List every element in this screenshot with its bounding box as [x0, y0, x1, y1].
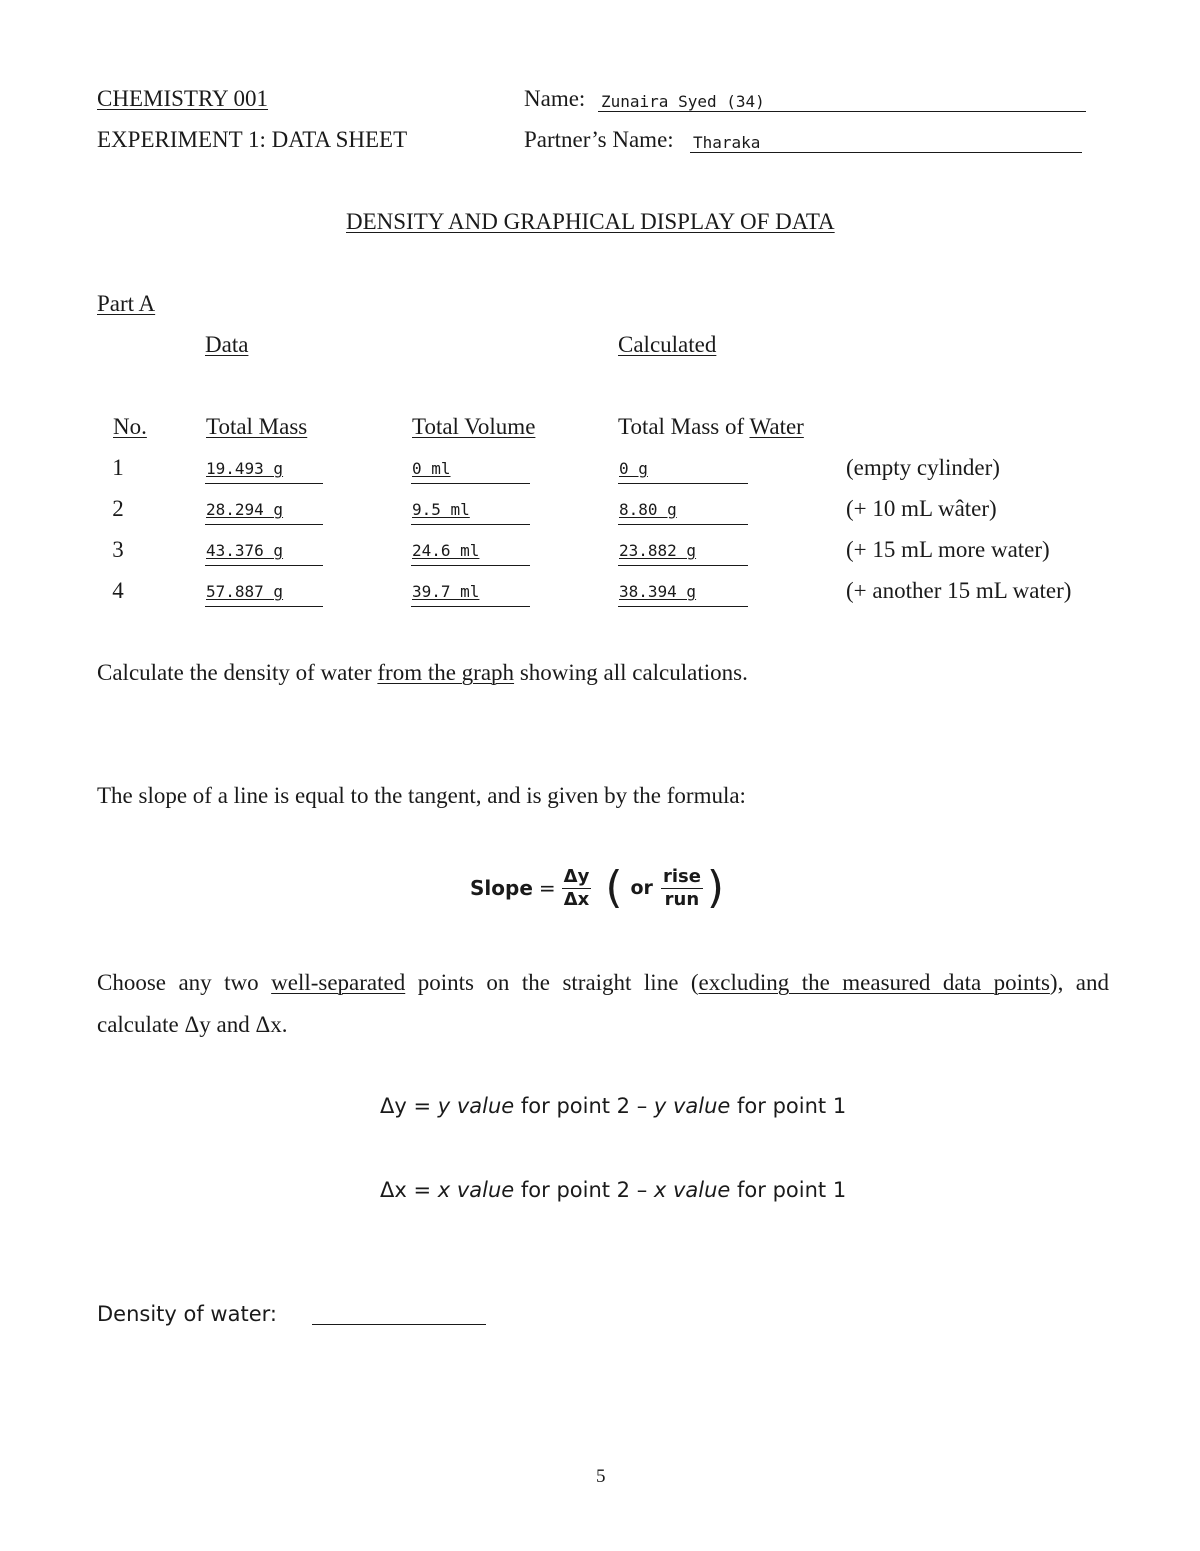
header-total-volume: Total Volume [412, 414, 536, 439]
page-number: 5 [596, 1466, 606, 1487]
header-mass-of-water: Total Mass of Water [618, 414, 804, 439]
points-instruction-line2: calculate Δy and Δx. [97, 1012, 288, 1037]
total-volume-field[interactable]: 9.5 ml [411, 499, 530, 525]
data-section-label: Data [205, 332, 249, 357]
points-instruction-line1: Choose any two well-separated points on the straight line (excluding the measured data points), and [97, 970, 1109, 995]
row-number: 1 [112, 455, 124, 480]
total-volume-field[interactable]: 24.6 ml [411, 540, 530, 566]
total-mass-field[interactable]: 57.887 g [205, 581, 323, 607]
total-mass-field[interactable]: 19.493 g [205, 458, 323, 484]
delta-fraction: $\frac{\Delta y}{\Delta x}$ [563, 865, 590, 910]
water-mass-field[interactable]: 0 g [618, 458, 748, 484]
name-label: Name: [524, 86, 586, 111]
open-paren: ( [605, 862, 623, 913]
course-title: CHEMISTRY 001 [97, 86, 269, 111]
delta-x-formula: Δx = x value for point 2 – x value for point 1 [380, 1178, 847, 1202]
or-word: or [630, 877, 653, 899]
density-instruction: Calculate the density of water from the graph showing all calculations. [97, 660, 748, 685]
partner-field[interactable] [690, 122, 1082, 153]
row-number: 3 [112, 537, 124, 562]
row-note: (empty cylinder) [846, 455, 1000, 480]
header-total-mass: Total Mass [206, 414, 308, 439]
row-note: (+ another 15 mL water) [846, 578, 1072, 603]
row-note: (+ 10 mL wâter) [846, 496, 997, 521]
total-mass-field[interactable]: 43.376 g [205, 540, 323, 566]
partner-value: Tharaka [693, 133, 761, 152]
slope-label: Slope [470, 876, 533, 900]
delta-y-formula: Δy = y value for point 2 – y value for point 1 [380, 1094, 847, 1118]
water-mass-field[interactable]: 23.882 g [618, 540, 748, 566]
experiment-title: EXPERIMENT 1: DATA SHEET [97, 127, 408, 152]
water-mass-field[interactable]: 38.394 g [618, 581, 748, 607]
slope-formula [470, 856, 724, 920]
water-mass-field[interactable]: 8.80 g [618, 499, 748, 525]
row-number: 4 [112, 578, 124, 603]
row-note: (+ 15 mL more water) [846, 537, 1050, 562]
page-title: DENSITY AND GRAPHICAL DISPLAY OF DATA [346, 209, 835, 234]
total-mass-field[interactable]: 28.294 g [205, 499, 323, 525]
name-value: Zunaira Syed (34) [601, 92, 765, 111]
part-label: Part A [97, 291, 156, 316]
calculated-section-label: Calculated [618, 332, 717, 357]
partner-label: Partner’s Name: [524, 127, 674, 152]
equals-sign: = [538, 876, 556, 900]
total-volume-field[interactable]: 0 ml [411, 458, 530, 484]
total-volume-field[interactable]: 39.7 ml [411, 581, 530, 607]
density-answer-field[interactable] [312, 1324, 486, 1325]
rise-run-fraction: $\frac{\text{rise}}{\text{run}}$ [662, 865, 701, 910]
density-label: Density of water: [97, 1302, 277, 1326]
slope-description: The slope of a line is equal to the tangent, and is given by the formula: [97, 783, 746, 808]
row-number: 2 [112, 496, 124, 521]
close-paren: ) [706, 862, 725, 913]
header-no: No. [113, 414, 147, 439]
name-field[interactable] [598, 81, 1086, 112]
